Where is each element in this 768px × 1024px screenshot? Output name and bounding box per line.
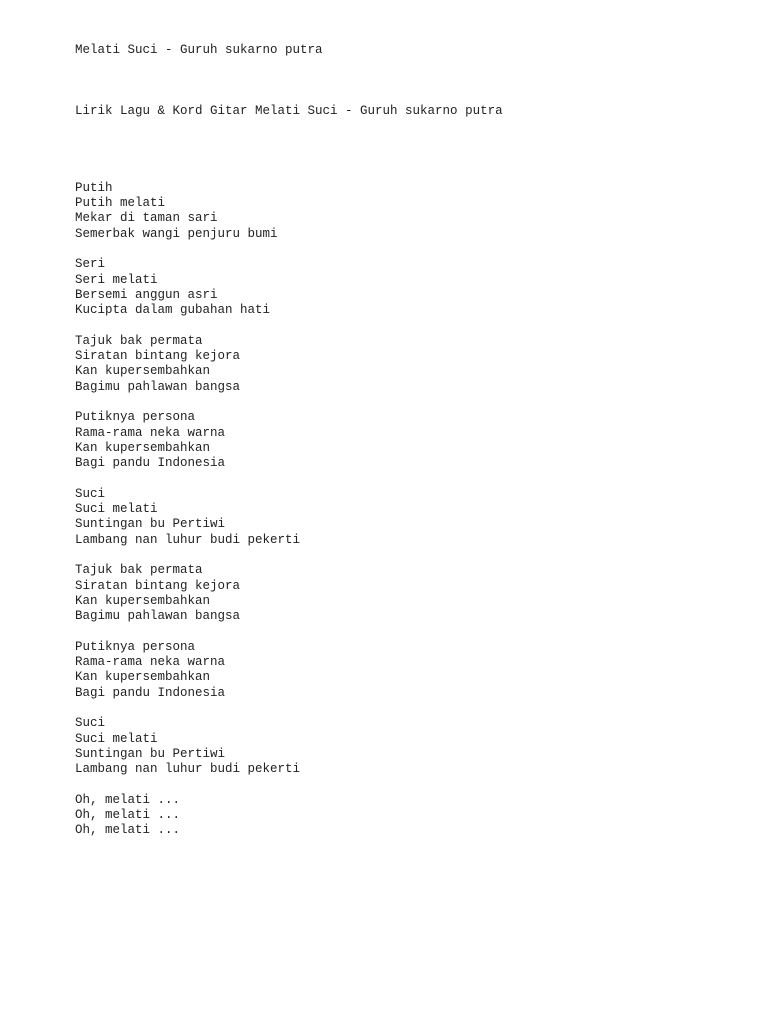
- lyric-line: Semerbak wangi penjuru bumi: [75, 226, 278, 241]
- lyric-line: Suci: [75, 486, 106, 501]
- lyrics-stanza: [75, 793, 735, 839]
- lyric-line: Bagimu pahlawan bangsa: [75, 609, 241, 624]
- lyric-line: Tajuk bak permata: [75, 563, 203, 578]
- lyrics-stanza: [75, 716, 735, 777]
- lyric-line: Putiknya persona: [75, 410, 196, 425]
- lyric-line: Bagimu pahlawan bangsa: [75, 379, 241, 394]
- lyric-line: Rama-rama neka warna: [75, 655, 226, 670]
- lyric-line: Suntingan bu Pertiwi: [75, 746, 226, 761]
- lyric-line: Bagi pandu Indonesia: [75, 685, 226, 700]
- lyric-line: Kan kupersembahkan: [75, 364, 211, 379]
- lyrics-body: [75, 181, 735, 839]
- lyric-line: Lambang nan luhur budi pekerti: [75, 532, 301, 547]
- lyrics-stanza: [75, 640, 735, 701]
- lyric-line: Suci melati: [75, 502, 158, 517]
- lyrics-stanza: [75, 563, 735, 624]
- lyric-line: Suntingan bu Pertiwi: [75, 517, 226, 532]
- lyric-line: Oh, melati ...: [75, 823, 181, 838]
- lyric-line: Siratan bintang kejora: [75, 578, 241, 593]
- lyrics-stanza: [75, 257, 735, 318]
- lyric-line: Bersemi anggun asri: [75, 287, 218, 302]
- lyric-line: Rama-rama neka warna: [75, 425, 226, 440]
- lyric-line: Tajuk bak permata: [75, 333, 203, 348]
- lyrics-stanza: [75, 334, 735, 395]
- lyric-line: Suci melati: [75, 731, 158, 746]
- lyric-line: Seri: [75, 257, 106, 272]
- lyric-line: Siratan bintang kejora: [75, 349, 241, 364]
- document-subtitle: Lirik Lagu & Kord Gitar Melati Suci - Guruh sukarno putra: [75, 103, 503, 118]
- lyric-line: Suci: [75, 716, 106, 731]
- lyric-line: Putih melati: [75, 196, 166, 211]
- lyrics-stanza: [75, 487, 735, 548]
- lyric-line: Oh, melati ...: [75, 792, 181, 807]
- lyric-line: Kan kupersembahkan: [75, 593, 211, 608]
- lyric-line: Bagi pandu Indonesia: [75, 456, 226, 471]
- lyric-line: Seri melati: [75, 272, 158, 287]
- lyric-line: Kucipta dalam gubahan hati: [75, 303, 271, 318]
- lyrics-document: [75, 12, 735, 869]
- document-title: Melati Suci - Guruh sukarno putra: [75, 42, 323, 57]
- lyric-line: Putiknya persona: [75, 639, 196, 654]
- lyric-line: Kan kupersembahkan: [75, 670, 211, 685]
- lyric-line: Mekar di taman sari: [75, 211, 218, 226]
- lyric-line: Oh, melati ...: [75, 808, 181, 823]
- lyric-line: Kan kupersembahkan: [75, 440, 211, 455]
- lyrics-stanza: [75, 181, 735, 242]
- lyric-line: Lambang nan luhur budi pekerti: [75, 762, 301, 777]
- lyrics-stanza: [75, 410, 735, 471]
- lyric-line: Putih: [75, 180, 113, 195]
